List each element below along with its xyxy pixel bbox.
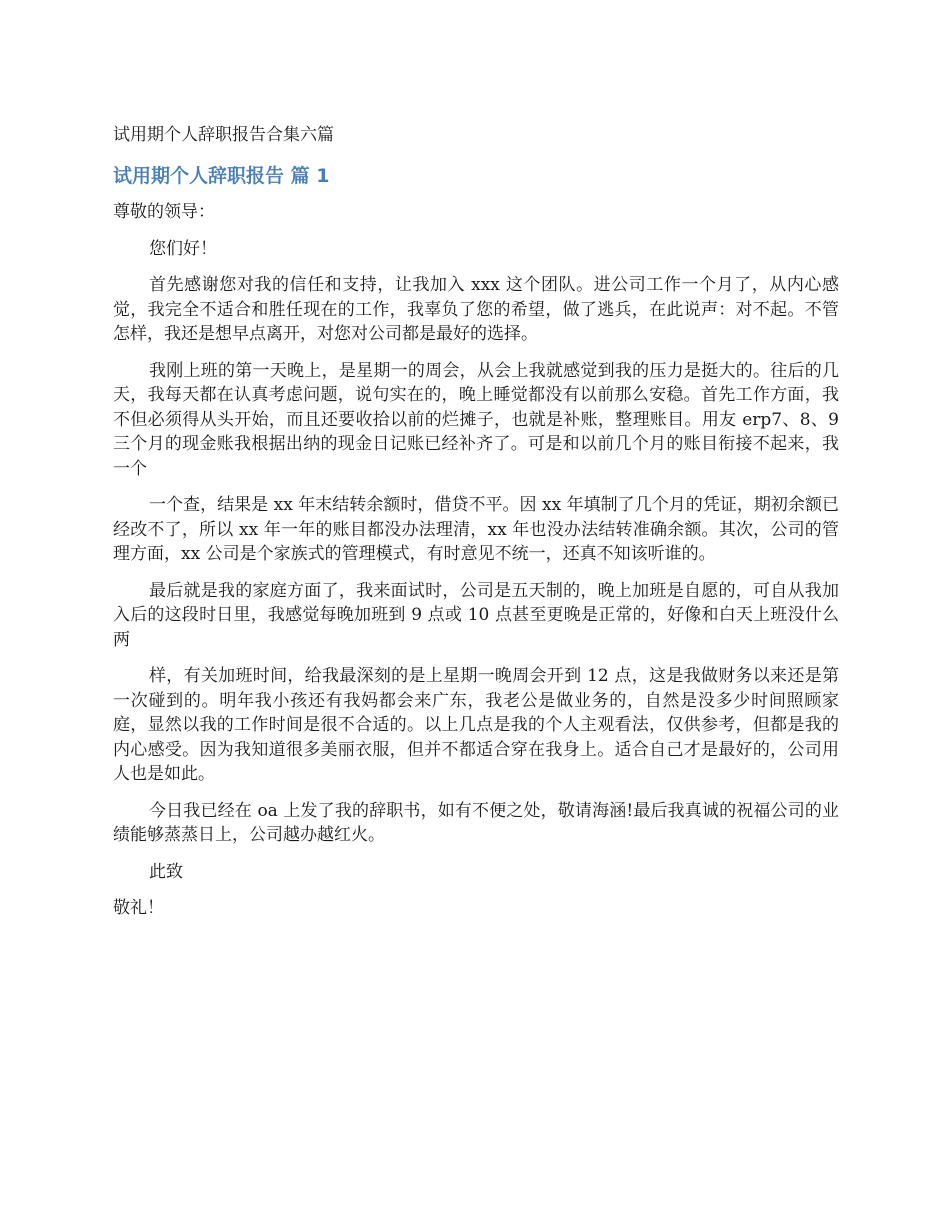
greeting: 您们好！ — [149, 238, 217, 259]
body-paragraph-4: 最后就是我的家庭方面了，我来面试时，公司是五天制的，晚上加班是自愿的，可自从我加入后的这段时日里，我感觉每晚加班到 9 点或 10 点甚至更晚是正常的，好像和白天上班没什么两 — [113, 580, 839, 650]
section-heading: 试用期个人辞职报告 篇 1 — [113, 165, 330, 187]
document-title: 试用期个人辞职报告合集六篇 — [113, 125, 334, 145]
regards: 敬礼！ — [113, 898, 164, 918]
salutation: 尊敬的领导： — [113, 202, 215, 222]
body-paragraph-3: 一个查，结果是 xx 年末结转余额时，借贷不平。因 xx 年填制了几个月的凭证，期初余额已经改不了，所以 xx 年一年的账目都没办法理清，xx 年也没办法结转准确余额。其次，公司的管理方面，xx 公司是个家族式的管理模式，有时意见不统一，还真不知该听谁的。 — [113, 495, 839, 564]
body-paragraph-5: 样，有关加班时间，给我最深刻的是上星期一晚周会开到 12 点，这是我做财务以来还是第一次碰到的。明年我小孩还有我妈都会来广东，我老公是做业务的，自然是没多少时间照顾家庭，显然以我的工作时间是很不合适的。以上几点是我的个人主观看法，仅供参考，但都是我的内心感受。因为我知道很多美丽衣服，但并不都适合穿在我身上。适合自己才是最好的，公司用人也是如此。 — [113, 666, 839, 784]
closing: 此致 — [149, 861, 183, 882]
document-page — [113, 122, 839, 933]
body-paragraph-1: 首先感谢您对我的信任和支持，让我加入 xxx 这个团队。进公司工作一个月了，从内心感觉，我完全不适合和胜任现在的工作，我辜负了您的希望，做了逃兵，在此说声：对不起。不管怎样，我还是想早点离开，对您对公司都是最好的选择。 — [113, 275, 839, 344]
body-paragraph-6: 今日我已经在 oa 上发了我的辞职书，如有不便之处，敬请海涵!最后我真诚的祝福公司的业绩能够蒸蒸日上，公司越办越红火。 — [113, 800, 839, 845]
body-paragraph-2: 我刚上班的第一天晚上，是星期一的周会，从会上我就感觉到我的压力是挺大的。往后的几天，我每天都在认真考虑问题，说句实在的，晚上睡觉都没有以前那么安稳。首先工作方面，我不但必须得从头开始，而且还要收拾以前的烂摊子，也就是补账，整理账目。用友 erp7、8、9 三个月的现金账我根据出纳的现金日记账已经补齐了。可是和以前几个月的账目衔接不起来，我一个 — [113, 360, 839, 479]
